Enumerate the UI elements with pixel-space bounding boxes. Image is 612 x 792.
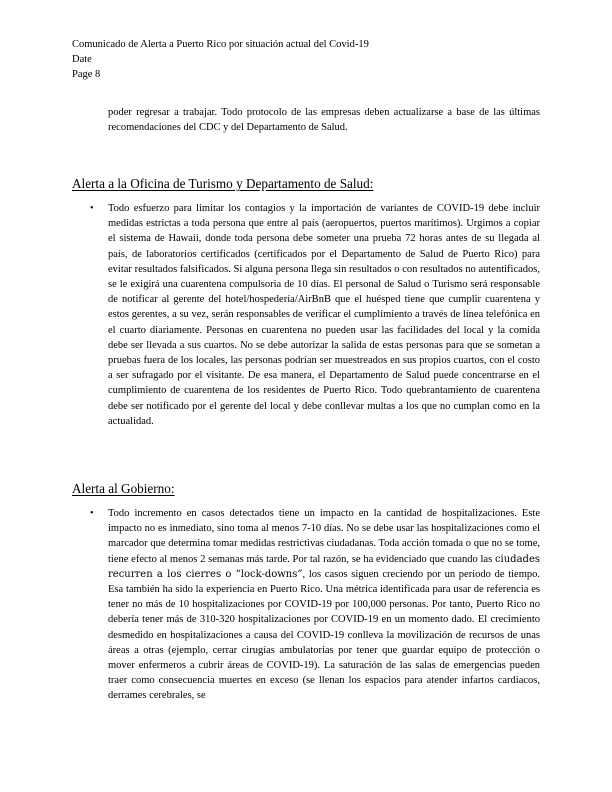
bullet-text-part: Todo incremento en casos detectados tiene un impacto en la cantidad de hospitalizaciones. Este impacto no es inmediato, sino toma al menos 7-10 días. No se debe usar las hospitalizaciones como el marcador que determina tomar medidas restrictivas ciudadanas. Toda acción tomada o que no se tome, tiene efecto al menos 2 semanas más tarde. Por tal razón, se ha evidenciado que cuando las (108, 508, 540, 565)
page-header (72, 37, 369, 82)
section-heading-turismo: Alerta a la Oficina de Turismo y Departamento de Salud: (72, 176, 374, 191)
bullet-symbol: • (90, 203, 94, 214)
bullet-text-turismo: Todo esfuerzo para limitar los contagios y la importación de variantes de COVID-19 debe incluir medidas estrictas a toda persona que entre al país (aeropuertos, puertos marítimos). Urgimos a copiar el sistema de Hawaii, donde toda persona debe someter una prueba 72 horas antes de su llegada al país, de laboratorios certificados (certificados por el Departamento de Salud de Puerto Rico) para evitar resultados falsificados. Si alguna persona llega sin resultados o con resultados no autentificados, se le exigirá una cuarentena compulsoria de 10 días. El personal de Salud o Turismo será responsable de notificar al gerente del hotel/hospedería/AirBnB que el huésped tiene que cumplir cuarentena y estos gerentes, a su vez, serán responsables de verificar el cumplimiento a través de línea telefónica en el cuarto diariamente. Personas en cuarentena no pueden usar las facilidades del local y la comida debe ser llevada a sus cuartos. No se debe autorizar la salida de estas personas para que se sometan a pruebas fuera de los locales, las personas podrían ser muestreados en sus propios cuartos, con el costo a ser sufragado por el visitante. De esa manera, el Departamento de Salud puede concentrarse en el cumplimiento de cuarentena de los residentes de Puerto Rico. Todo quebrantamiento de cuarentena debe ser notificado por el gerente del local y debe conllevar multas a los que no cumplan como en la actualidad. (108, 203, 540, 427)
continuation-paragraph: poder regresar a trabajar. Todo protocolo de las empresas deben actualizarse a base de las últimas recomendaciones del CDC y del Departamento de Salud. (108, 107, 540, 134)
header-title: Comunicado de Alerta a Puerto Rico por situación actual del Covid-19 (72, 39, 369, 50)
bullet-text-part: , los casos siguen creciendo por un periodo de tiempo. Esa también ha sido la experiencia en Puerto Rico. Una métrica identificada para usar de referencia es tener no más de 10 hospitalizaciones por COVID-19 por 100,000 personas. Por tanto, Puerto Rico no debería tener más de 310-320 hospitalizaciones por COVID-19 en un momento dado. El crecimiento desmedido en hospitalizaciones a causa del COVID-19 conlleva la movilización de recursos de unas áreas a otras (ejemplo, cerrar cirugías ambulatorias por tener que guardar equipo de protección o mover enfermeros a cubrir áreas de COVID-19). La saturación de las salas de emergencias pueden traer como consecuencia muertes en exceso (se llenan los espacios para atender infartos cardiacos, derrames cerebrales, se (108, 568, 540, 702)
header-date: Date (72, 54, 92, 65)
bullet-text-gobierno (108, 506, 540, 704)
bullet-text-highlight: ciudades recurren a los cierres o “lock-downs” (108, 553, 540, 580)
header-page-number: Page 8 (72, 69, 101, 80)
section-heading-gobierno: Alerta al Gobierno: (72, 481, 175, 496)
bullet-symbol: • (90, 508, 94, 519)
